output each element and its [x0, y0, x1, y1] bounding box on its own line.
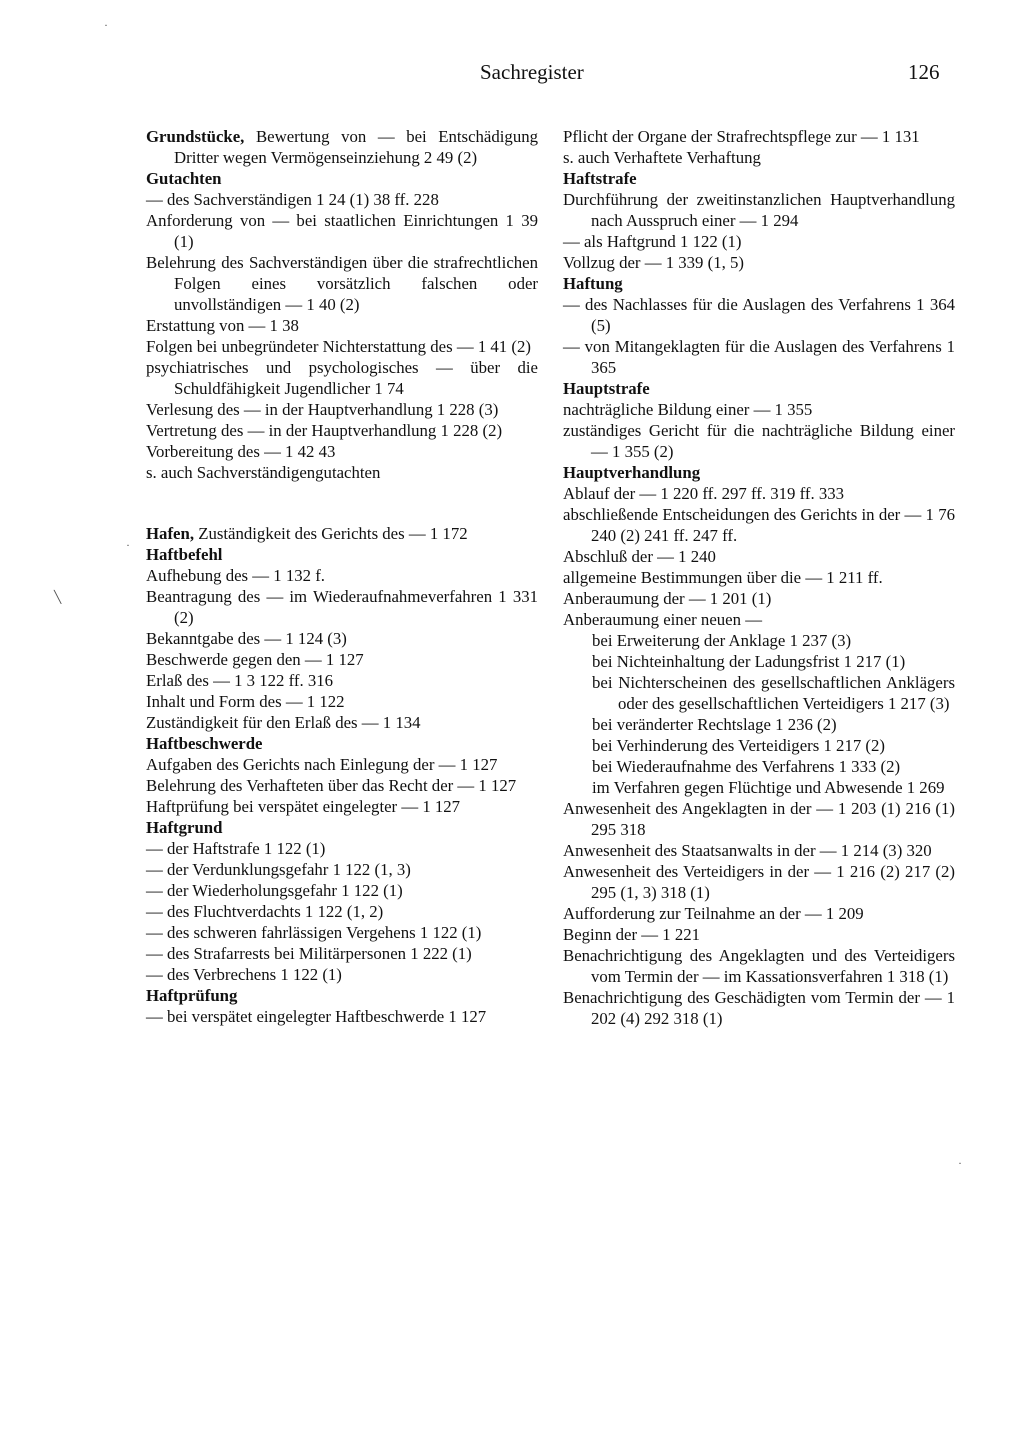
index-entry: Ablauf der — 1 220 ff. 297 ff. 319 ff. 333	[563, 484, 845, 503]
index-entry: Erlaß des — 1 3 122 ff. 316	[146, 671, 334, 690]
scan-speck: ·	[104, 18, 108, 32]
index-entry: Haftprüfung bei verspätet eingelegter — 1 127	[146, 797, 461, 816]
index-entry: — der Haftstrafe 1 122 (1)	[146, 839, 326, 858]
index-entry: Beginn der — 1 221	[563, 925, 701, 944]
index-entry: Pflicht der Organe der Strafrechtspflege zur — 1 131	[563, 127, 920, 146]
index-entry: zuständiges Gericht für die nachträgliche Bildung einer — 1 355 (2)	[563, 421, 955, 461]
index-heading: Hauptverhandlung	[563, 463, 701, 482]
index-entry: Bekanntgabe des — 1 124 (3)	[146, 629, 347, 648]
index-entry: Durchführung der zweitinstanzlichen Hauptverhandlung nach Ausspruch einer — 1 294	[563, 190, 955, 230]
index-entry: Beschwerde gegen den — 1 127	[146, 650, 364, 669]
index-heading: Haftbeschwerde	[146, 734, 263, 753]
index-entry: Anwesenheit des Angeklagten in der — 1 203 (1) 216 (1) 295 318	[563, 799, 955, 839]
index-entry: — des Nachlasses für die Auslagen des Verfahrens 1 364 (5)	[563, 295, 955, 335]
scan-mark: ╲	[54, 590, 62, 604]
index-subentry: bei Wiederaufnahme des Verfahrens 1 333 (2)	[592, 757, 901, 776]
index-heading: Hauptstrafe	[563, 379, 650, 398]
index-subentry: bei Verhinderung des Verteidigers 1 217 (2)	[592, 736, 885, 755]
index-entry: — des schweren fahrlässigen Vergehens 1 122 (1)	[146, 923, 482, 942]
index-entry: Zuständigkeit für den Erlaß des — 1 134	[146, 713, 421, 732]
index-entry	[146, 126, 538, 168]
page-number: 126	[908, 60, 940, 84]
index-entry: Anwesenheit des Verteidigers in der — 1 216 (2) 217 (2) 295 (1, 3) 318 (1)	[563, 862, 955, 902]
index-entry: s. auch Sachverständigengutachten	[146, 463, 381, 482]
scan-speck: ·	[126, 538, 130, 552]
index-entry: Belehrung des Verhafteten über das Recht der — 1 127	[146, 776, 517, 795]
index-subentry: bei veränderter Rechtslage 1 236 (2)	[592, 715, 837, 734]
index-entry: Folgen bei unbegründeter Nichterstattung des — 1 41 (2)	[146, 337, 531, 356]
index-heading: Haftgrund	[146, 818, 223, 837]
index-entry: Belehrung des Sachverständigen über die strafrechtlichen Folgen eines vorsätzlich falschen oder unvollständigen — 1 40 (2)	[146, 253, 538, 314]
index-entry: Beantragung des — im Wiederaufnahmeverfahren 1 331 (2)	[146, 587, 538, 627]
index-entry	[146, 523, 538, 544]
index-entry-text: Bewertung von — bei Entschädigung Dritter wegen Vermögenseinziehung 2 49 (2)	[174, 127, 538, 167]
index-entry: nachträgliche Bildung einer — 1 355	[563, 400, 813, 419]
index-entry: Benachrichtigung des Angeklagten und des Verteidigers vom Termin der — im Kassationsverfahren 1 318 (1)	[563, 946, 955, 986]
index-column-left	[146, 126, 538, 1027]
index-heading: Grundstücke,	[146, 127, 245, 146]
index-entry: — von Mitangeklagten für die Auslagen des Verfahrens 1 365	[563, 337, 955, 377]
scan-speck: ·	[958, 1156, 962, 1170]
index-entry: — der Wiederholungsgefahr 1 122 (1)	[146, 881, 403, 900]
index-subentry: bei Nichteinhaltung der Ladungsfrist 1 217 (1)	[592, 652, 906, 671]
index-entry: Aufhebung des — 1 132 f.	[146, 566, 325, 585]
index-entry: Erstattung von — 1 38	[146, 316, 299, 335]
index-heading: Hafen,	[146, 524, 195, 543]
index-entry: — bei verspätet eingelegter Haftbeschwerde 1 127	[146, 1007, 487, 1026]
index-entry: — des Strafarrests bei Militärpersonen 1 222 (1)	[146, 944, 472, 963]
index-entry: Benachrichtigung des Geschädigten vom Termin der — 1 202 (4) 292 318 (1)	[563, 988, 955, 1028]
index-entry: s. auch Verhaftete Verhaftung	[563, 148, 761, 167]
index-entry: Abschluß der — 1 240	[563, 547, 716, 566]
index-entry: Verlesung des — in der Hauptverhandlung 1 228 (3)	[146, 400, 499, 419]
index-heading: Haftbefehl	[146, 545, 223, 564]
index-entry: Vollzug der — 1 339 (1, 5)	[563, 253, 744, 272]
index-entry: Anberaumung der — 1 201 (1)	[563, 589, 772, 608]
index-entry: Anberaumung einer neuen —	[563, 610, 762, 629]
index-column-right	[563, 126, 955, 1029]
section-gap	[146, 483, 538, 523]
index-entry: — als Haftgrund 1 122 (1)	[563, 232, 742, 251]
index-heading: Haftstrafe	[563, 169, 637, 188]
index-entry: Inhalt und Form des — 1 122	[146, 692, 345, 711]
index-entry: — des Fluchtverdachts 1 122 (1, 2)	[146, 902, 384, 921]
index-entry: allgemeine Bestimmungen über die — 1 211 ff.	[563, 568, 883, 587]
index-heading: Haftung	[563, 274, 623, 293]
index-entry: abschließende Entscheidungen des Gerichts in der — 1 76 240 (2) 241 ff. 247 ff.	[563, 505, 955, 545]
index-entry: Aufforderung zur Teilnahme an der — 1 209	[563, 904, 864, 923]
index-entry: — des Sachverständigen 1 24 (1) 38 ff. 228	[146, 190, 439, 209]
index-entry: Anwesenheit des Staatsanwalts in der — 1 214 (3) 320	[563, 841, 932, 860]
index-subentry: bei Nichterscheinen des gesellschaftlichen Anklägers oder des gesellschaftlichen Verteidigers 1 217 (3)	[592, 673, 955, 713]
running-header-title: Sachregister	[480, 60, 584, 84]
index-heading: Haftprüfung	[146, 986, 238, 1005]
index-entry: psychiatrisches und psychologisches — über die Schuldfähigkeit Jugendlicher 1 74	[146, 358, 538, 398]
index-entry-text: Zuständigkeit des Gerichts des — 1 172	[194, 524, 468, 543]
index-entry: Aufgaben des Gerichts nach Einlegung der — 1 127	[146, 755, 498, 774]
index-heading: Gutachten	[146, 169, 222, 188]
index-subentry: im Verfahren gegen Flüchtige und Abwesende 1 269	[592, 778, 945, 797]
index-entry: — der Verdunklungsgefahr 1 122 (1, 3)	[146, 860, 411, 879]
index-entry: — des Verbrechens 1 122 (1)	[146, 965, 342, 984]
index-entry: Vertretung des — in der Hauptverhandlung 1 228 (2)	[146, 421, 503, 440]
index-entry: Anforderung von — bei staatlichen Einrichtungen 1 39 (1)	[146, 211, 538, 251]
index-entry: Vorbereitung des — 1 42 43	[146, 442, 336, 461]
index-subentry: bei Erweiterung der Anklage 1 237 (3)	[592, 631, 852, 650]
